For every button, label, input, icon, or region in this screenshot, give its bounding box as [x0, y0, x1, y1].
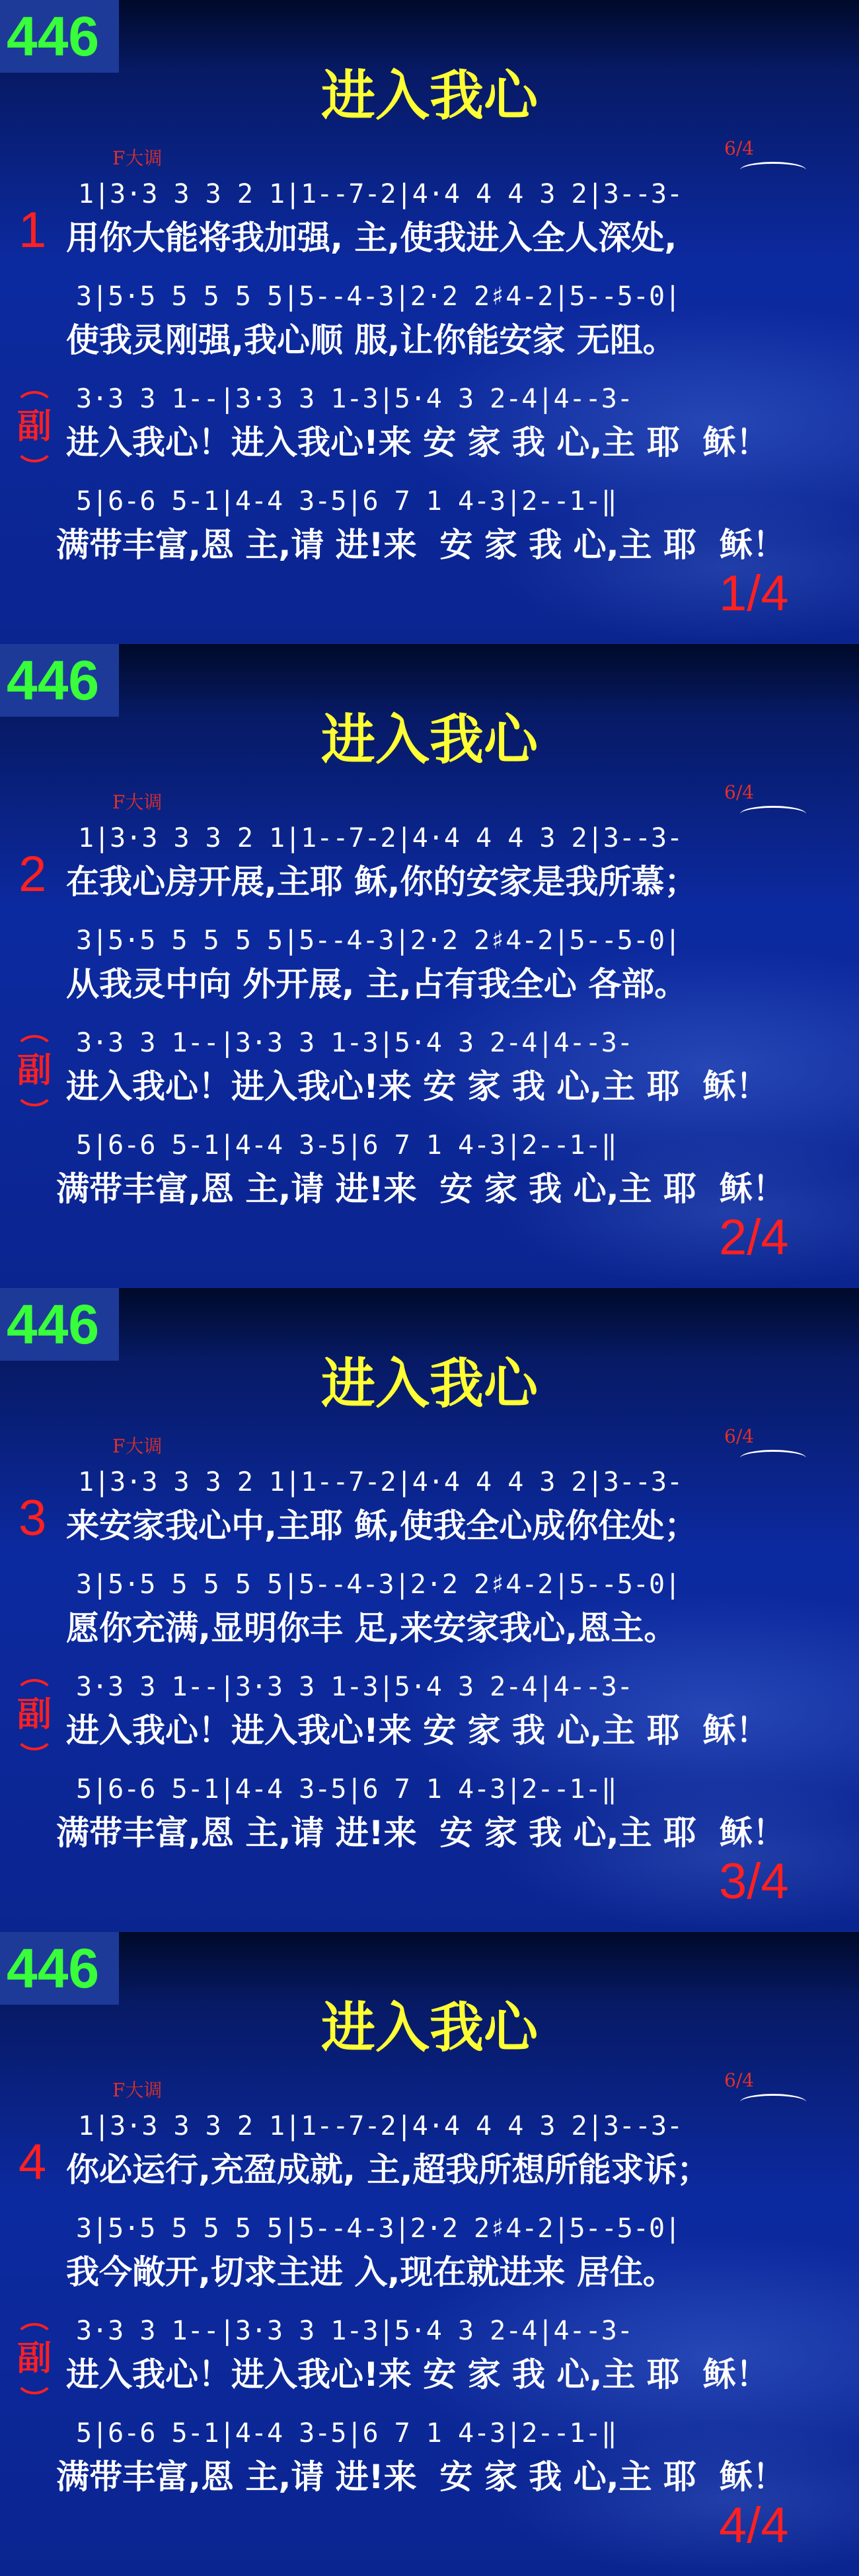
- chorus-notes-line-1: 3·3 3 1--|3·3 3 1-3|5·4 3 2-4|4--3-: [76, 384, 633, 414]
- chorus-marker: 副: [15, 2323, 54, 2394]
- chorus-notes-line-2: 5|6-6 5-1|4-4 3-5|6 7 1 4-3|2--1-‖: [76, 1130, 617, 1161]
- verse-lyric-line-1: 用你大能将我加强, 主,使我进入全人深处,: [66, 219, 677, 257]
- chorus-lyric-line-2: 满带丰富,恩 主,请 进!来 安 家 我 心,主 耶 稣！: [56, 1814, 786, 1852]
- time-signature: 6/4: [724, 1425, 755, 1447]
- verse-number: 1: [19, 202, 47, 258]
- verse-lyric-line-1: 你必运行,充盈成就, 主,超我所想所能求诉；: [66, 2151, 710, 2189]
- hymn-slide: [0, 0, 859, 644]
- verse-lyric-line-1: 来安家我心中,主耶 稣,使我全心成你住处；: [66, 1507, 698, 1545]
- page-indicator: 1/4: [719, 565, 789, 622]
- chorus-lyric-line-1: 进入我心！进入我心!来 安 家 我 心,主 耶 稣！: [66, 2355, 769, 2394]
- song-title: 进入我心: [320, 1353, 538, 1415]
- hymn-slide: [0, 1288, 859, 1932]
- key-signature: F大调: [112, 1435, 163, 1457]
- chorus-notes-line-1: 3·3 3 1--|3·3 3 1-3|5·4 3 2-4|4--3-: [76, 1028, 633, 1058]
- key-signature: F大调: [112, 147, 163, 169]
- verse-notes-line-2: 3|5·5 5 5 5 5|5--4-3|2·2 2♯4-2|5--5-0|: [76, 281, 681, 312]
- chorus-notes-line-2: 5|6-6 5-1|4-4 3-5|6 7 1 4-3|2--1-‖: [76, 1774, 617, 1805]
- verse-notes-line-1: 1|3·3 3 3 2 1|1--7-2|4·4 4 4 3 2|3--3-: [78, 179, 683, 209]
- song-number: 446: [0, 644, 119, 717]
- chorus-marker: 副: [15, 391, 54, 462]
- chorus-notes-line-2: 5|6-6 5-1|4-4 3-5|6 7 1 4-3|2--1-‖: [76, 2418, 617, 2449]
- page-indicator: 4/4: [719, 2497, 789, 2554]
- verse-lyric-line-2: 使我灵刚强,我心顺 服,让你能安家 无阻。: [66, 321, 676, 359]
- song-number: 446: [0, 0, 119, 73]
- verse-lyric-line-2: 愿你充满,显明你丰 足,来安家我心,恩主。: [66, 1609, 677, 1647]
- verse-number: 2: [19, 846, 47, 902]
- chorus-lyric-line-1: 进入我心！进入我心!来 安 家 我 心,主 耶 稣！: [66, 1067, 769, 1106]
- page-indicator: 2/4: [719, 1209, 789, 1266]
- chorus-notes-line-2: 5|6-6 5-1|4-4 3-5|6 7 1 4-3|2--1-‖: [76, 486, 617, 517]
- hymn-slide: [0, 1932, 859, 2576]
- hymn-slide: [0, 644, 859, 1288]
- time-signature: 6/4: [724, 137, 755, 159]
- tie-arc: [740, 2094, 806, 2110]
- verse-lyric-line-2: 从我灵中向 外开展, 主,占有我全心 各部。: [66, 965, 688, 1003]
- verse-notes-line-1: 1|3·3 3 3 2 1|1--7-2|4·4 4 4 3 2|3--3-: [78, 2111, 683, 2141]
- song-title: 进入我心: [320, 709, 538, 771]
- chorus-marker: 副: [15, 1035, 54, 1106]
- song-number: 446: [0, 1288, 119, 1361]
- song-title: 进入我心: [320, 1997, 538, 2059]
- verse-notes-line-2: 3|5·5 5 5 5 5|5--4-3|2·2 2♯4-2|5--5-0|: [76, 2213, 681, 2244]
- verse-notes-line-1: 1|3·3 3 3 2 1|1--7-2|4·4 4 4 3 2|3--3-: [78, 823, 683, 853]
- verse-number: 3: [19, 1490, 47, 1546]
- song-title: 进入我心: [320, 65, 538, 127]
- tie-arc: [740, 1450, 806, 1466]
- chorus-lyric-line-1: 进入我心！进入我心!来 安 家 我 心,主 耶 稣！: [66, 1711, 769, 1750]
- chorus-lyric-line-2: 满带丰富,恩 主,请 进!来 安 家 我 心,主 耶 稣！: [56, 526, 786, 564]
- verse-notes-line-2: 3|5·5 5 5 5 5|5--4-3|2·2 2♯4-2|5--5-0|: [76, 925, 681, 956]
- chorus-lyric-line-2: 满带丰富,恩 主,请 进!来 安 家 我 心,主 耶 稣！: [56, 1170, 786, 1208]
- verse-lyric-line-1: 在我心房开展,主耶 稣,你的安家是我所慕；: [66, 863, 698, 901]
- key-signature: F大调: [112, 2079, 163, 2101]
- time-signature: 6/4: [724, 2069, 755, 2091]
- song-number: 446: [0, 1932, 119, 2005]
- chorus-lyric-line-1: 进入我心！进入我心!来 安 家 我 心,主 耶 稣！: [66, 423, 769, 462]
- chorus-notes-line-1: 3·3 3 1--|3·3 3 1-3|5·4 3 2-4|4--3-: [76, 2316, 633, 2346]
- tie-arc: [740, 806, 806, 822]
- tie-arc: [740, 162, 806, 178]
- key-signature: F大调: [112, 791, 163, 813]
- time-signature: 6/4: [724, 781, 755, 803]
- verse-notes-line-1: 1|3·3 3 3 2 1|1--7-2|4·4 4 4 3 2|3--3-: [78, 1467, 683, 1497]
- chorus-lyric-line-2: 满带丰富,恩 主,请 进!来 安 家 我 心,主 耶 稣！: [56, 2458, 786, 2496]
- verse-lyric-line-2: 我今敞开,切求主进 入,现在就进来 居住。: [66, 2253, 676, 2291]
- verse-number: 4: [19, 2134, 47, 2190]
- chorus-marker: 副: [15, 1679, 54, 1750]
- chorus-notes-line-1: 3·3 3 1--|3·3 3 1-3|5·4 3 2-4|4--3-: [76, 1672, 633, 1702]
- verse-notes-line-2: 3|5·5 5 5 5 5|5--4-3|2·2 2♯4-2|5--5-0|: [76, 1569, 681, 1600]
- page-indicator: 3/4: [719, 1853, 789, 1910]
